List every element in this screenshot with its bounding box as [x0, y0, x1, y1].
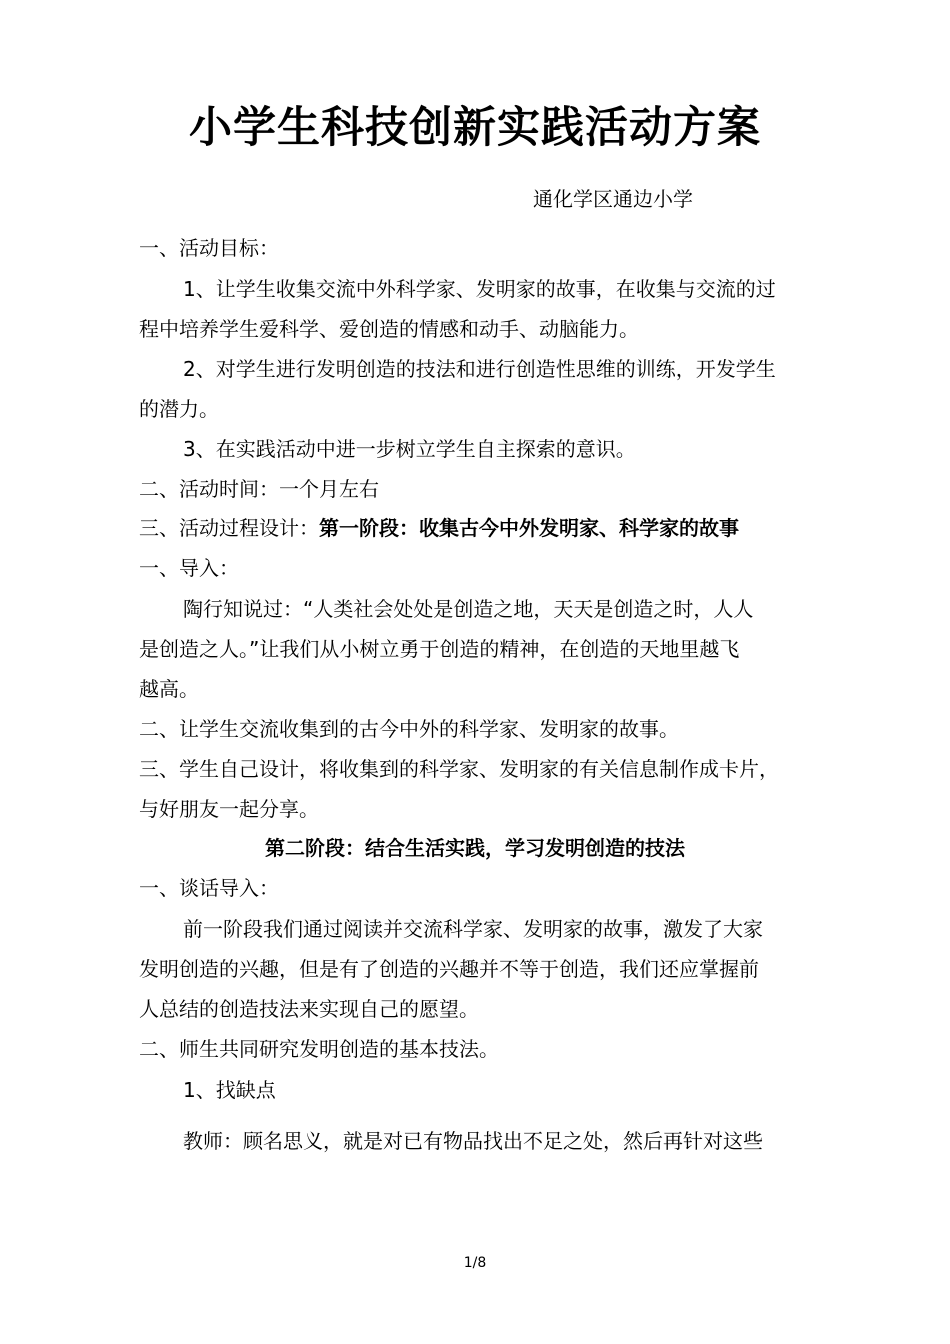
section-heading-time: 二、活动时间：一个月左右 [139, 477, 379, 501]
paragraph-line: 人总结的创造技法来实现自己的愿望。 [139, 997, 479, 1021]
paragraph-line: 是创造之人。”让我们从小树立勇于创造的精神，在创造的天地里越飞 [139, 637, 740, 661]
paragraph-line: 3、在实践活动中进一步树立学生自主探索的意识。 [183, 437, 636, 461]
subheading: 二、师生共同研究发明创造的基本技法。 [139, 1037, 499, 1061]
paragraph-line: 前一阶段我们通过阅读并交流科学家、发明家的故事，激发了大家 [183, 917, 763, 941]
paragraph-line: 陶行知说过：“人类社会处处是创造之地，天天是创造之时，人人 [183, 597, 754, 621]
paragraph-line: 2、对学生进行发明创造的技法和进行创造性思维的训练，开发学生 [183, 357, 776, 381]
subheading: 二、让学生交流收集到的古今中外的科学家、发明家的故事。 [139, 717, 679, 741]
paragraph-line: 1、让学生收集交流中外科学家、发明家的故事，在收集与交流的过 [183, 277, 776, 301]
phase-one-heading: 第一阶段：收集古今中外发明家、科学家的故事 [319, 516, 739, 540]
paragraph-line: 程中培养学生爱科学、爱创造的情感和动手、动脑能力。 [139, 317, 639, 341]
subheading: 三、学生自己设计，将收集到的科学家、发明家的有关信息制作成卡片， [139, 757, 779, 781]
phase-two-heading: 第二阶段：结合生活实践，学习发明创造的技法 [265, 836, 685, 860]
subheading: 一、导入： [139, 556, 239, 580]
section-heading-goals: 一、活动目标： [139, 236, 279, 260]
page-number: 1/8 [463, 1255, 487, 1271]
paragraph-line: 与好朋友一起分享。 [139, 797, 319, 821]
document-title: 小学生科技创新实践活动方案 [189, 103, 761, 153]
section-heading-process [139, 513, 739, 543]
section-heading-label: 三、活动过程设计： [139, 516, 319, 540]
paragraph-line: 教师：顾名思义，就是对已有物品找出不足之处，然后再针对这些 [183, 1129, 763, 1153]
school-name: 通化学区通边小学 [533, 187, 693, 211]
subheading: 一、谈话导入： [139, 876, 279, 900]
list-item: 1、找缺点 [183, 1078, 276, 1102]
paragraph-line: 发明创造的兴趣，但是有了创造的兴趣并不等于创造，我们还应掌握前 [139, 957, 759, 981]
paragraph-line: 越高。 [139, 677, 199, 701]
paragraph-line: 的潜力。 [139, 397, 219, 421]
